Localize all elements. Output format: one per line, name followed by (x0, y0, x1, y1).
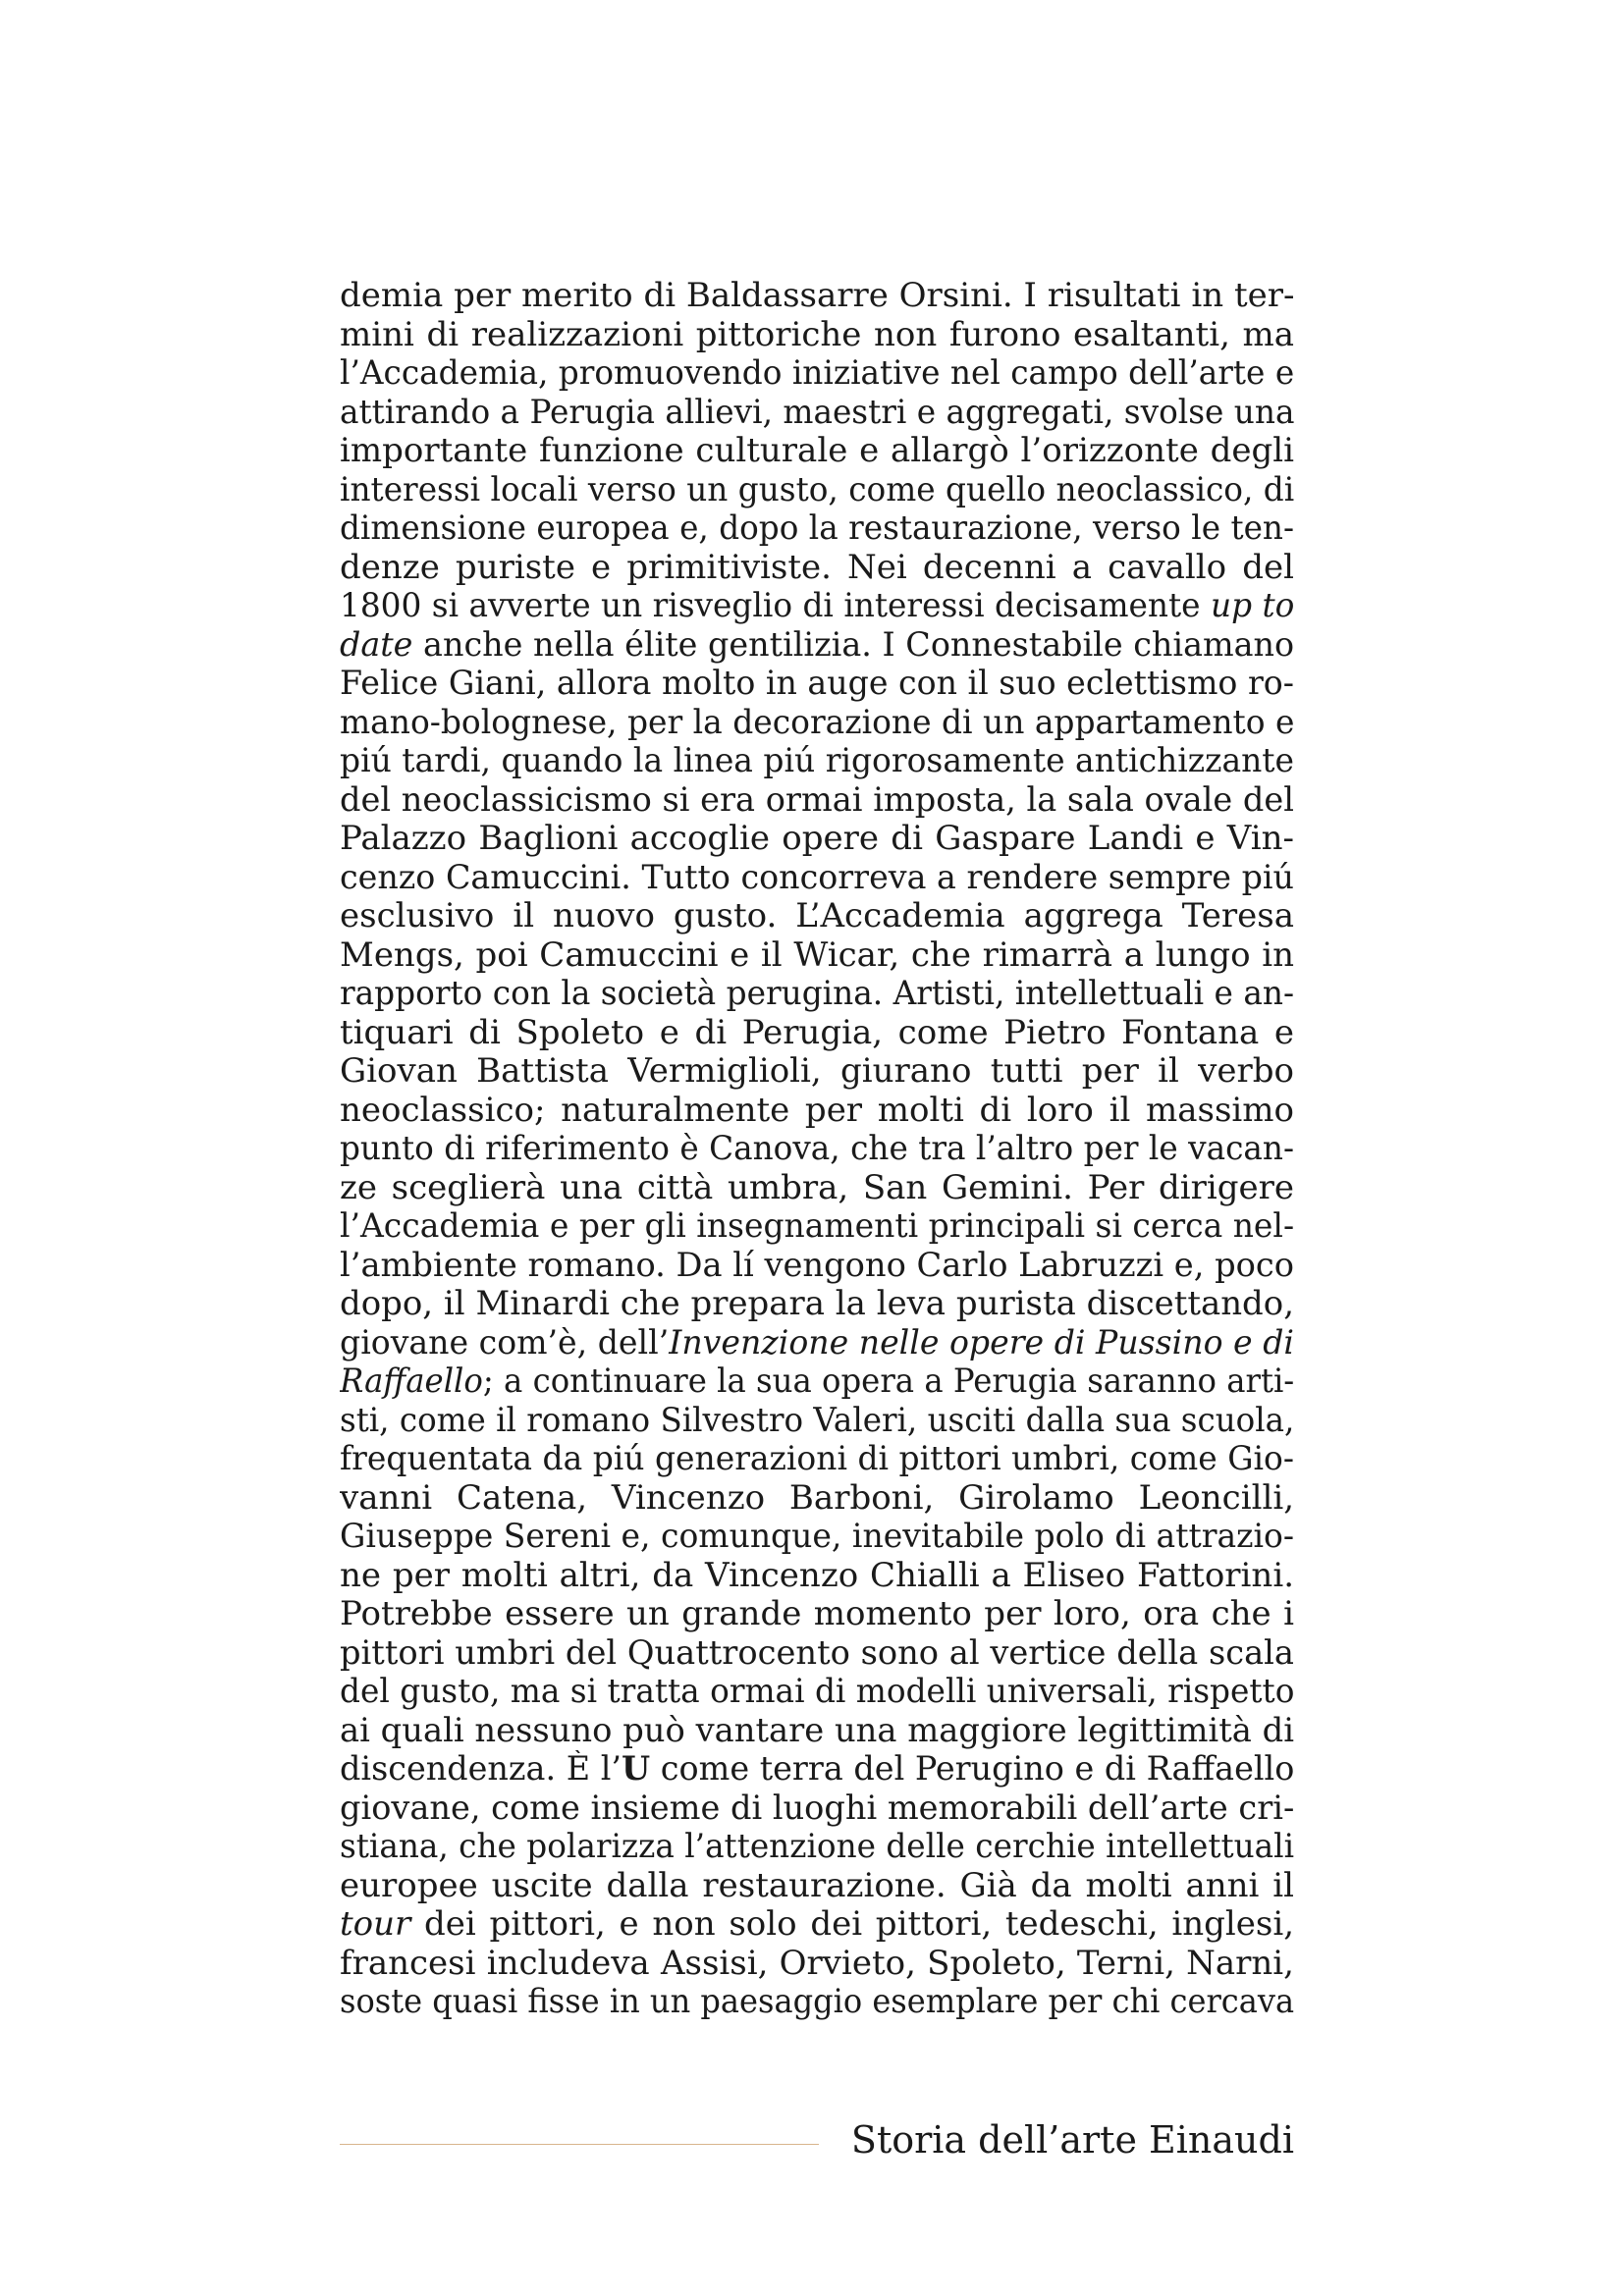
text-run: europee uscite dalla restaurazione. Già da molti anni il (340, 1866, 1294, 1905)
footer-title: Storia dell’arte Einaudi (850, 2118, 1294, 2162)
text-run: cenzo Camuccini. Tutto concorreva a rendere sempre piú (340, 858, 1294, 897)
italic-text: date (340, 625, 413, 665)
text-line (340, 1828, 1294, 1867)
text-line (340, 626, 1294, 666)
text-line (340, 1169, 1294, 1208)
text-line (340, 781, 1294, 821)
text-run: dei pittori, e non solo dei pittori, tedeschi, inglesi, (410, 1905, 1294, 1944)
text-line (340, 587, 1294, 626)
text-run: sti, come il romano Silvestro Valeri, usciti dalla sua scuola, (340, 1401, 1294, 1440)
text-line (340, 1905, 1294, 1945)
text-line (340, 1014, 1294, 1053)
text-line (340, 549, 1294, 588)
text-run: stiana, che polarizza l’attenzione delle cerchie intellettuali (340, 1828, 1294, 1866)
text-run: giovane com’è, dell’ (340, 1323, 670, 1362)
text-line (340, 1362, 1294, 1402)
text-run: anche nella élite gentilizia. I Connestabile chiamano (412, 625, 1294, 665)
text-line (340, 1479, 1294, 1519)
text-line (340, 1324, 1294, 1363)
text-run: ne per molti altri, da Vincenzo Chialli a Eliseo Fattorini. (340, 1556, 1294, 1595)
text-run: 1800 si avverte un risveglio di interessi decisamente (340, 587, 1211, 625)
text-run: neoclassico; naturalmente per molti di loro il massimo (340, 1091, 1294, 1130)
text-line (340, 665, 1294, 704)
text-run: piú tardi, quando la linea piú rigorosamente antichizzante (340, 742, 1294, 780)
text-line (340, 1867, 1294, 1906)
text-run: Palazzo Baglioni accoglie opere di Gaspare Landi e Vin- (340, 820, 1294, 858)
text-run: attirando a Perugia allievi, maestri e aggregati, svolse una (340, 393, 1294, 432)
text-run: demia per merito di Baldassarre Orsini. I risultati in ter- (340, 277, 1294, 315)
text-run: come terra del Perugino e di Raffaello (650, 1750, 1294, 1789)
text-line (340, 1130, 1294, 1169)
text-run: l’ambiente romano. Da lí vengono Carlo Labruzzi e, poco (340, 1246, 1294, 1285)
text-line (340, 1440, 1294, 1479)
text-line (340, 1402, 1294, 1441)
text-line (340, 1673, 1294, 1712)
text-line (340, 1750, 1294, 1789)
text-run: soste quasi fisse in un paesaggio esemplare per chi cercava (340, 1983, 1294, 2021)
text-line (340, 1052, 1294, 1092)
text-line (340, 897, 1294, 936)
text-run: vanni Catena, Vincenzo Barboni, Girolamo Leoncilli, (340, 1478, 1294, 1518)
text-run: esclusivo il nuovo gusto. L’Accademia aggrega Teresa (340, 897, 1294, 935)
text-line (340, 859, 1294, 898)
text-run: mini di realizzazioni pittoriche non furono esaltanti, ma (340, 315, 1294, 354)
text-run: Potrebbe essere un grande momento per loro, ora che i (340, 1595, 1294, 1633)
text-line (340, 394, 1294, 433)
text-run: del neoclassicismo si era ormai imposta, la sala ovale del (340, 780, 1294, 820)
text-line (340, 1712, 1294, 1751)
text-run: ze sceglierà una città umbra, San Gemini. Per dirigere (340, 1168, 1294, 1207)
text-line (340, 1092, 1294, 1131)
text-line (340, 509, 1294, 549)
text-line (340, 1207, 1294, 1247)
text-line (340, 471, 1294, 510)
text-run: interessi locali verso un gusto, come quello neoclassico, di (340, 470, 1294, 509)
italic-text: Raffaello (340, 1362, 483, 1401)
footer-rule (340, 2144, 819, 2145)
italic-text: Invenzione nelle opere di Pussino e di (669, 1323, 1294, 1362)
text-run: mano-bolognese, per la decorazione di un appartamento e (340, 703, 1294, 742)
text-line (340, 975, 1294, 1014)
text-run: discendenza. È l’ (340, 1750, 622, 1789)
text-line (340, 432, 1294, 471)
text-line (340, 1247, 1294, 1286)
text-run: l’Accademia e per gli insegnamenti principali si cerca nel- (340, 1207, 1294, 1246)
text-run: ; a continuare la sua opera a Perugia saranno arti- (482, 1362, 1294, 1401)
text-run: Mengs, poi Camuccini e il Wicar, che rimarrà a lungo in (340, 935, 1294, 975)
text-run: Giovan Battista Vermiglioli, giurano tutti per il verbo (340, 1052, 1294, 1091)
text-run: punto di riferimento è Canova, che tra l’altro per le vacan- (340, 1130, 1294, 1168)
text-run: giovane, come insieme di luoghi memorabili dell’arte cri- (340, 1789, 1294, 1828)
text-line (340, 1945, 1294, 1984)
text-line (340, 1983, 1294, 2022)
text-line (340, 277, 1294, 316)
text-line (340, 1634, 1294, 1674)
text-run: del gusto, ma si tratta ormai di modelli universali, rispetto (340, 1673, 1294, 1711)
text-line (340, 820, 1294, 859)
text-line (340, 1557, 1294, 1596)
text-run: l’Accademia, promuovendo iniziative nel campo dell’arte e (340, 354, 1294, 393)
text-run: denze puriste e primitiviste. Nei decenni a cavallo del (340, 548, 1294, 587)
text-line (340, 354, 1294, 394)
text-run: francesi includeva Assisi, Orvieto, Spoleto, Terni, Narni, (340, 1944, 1294, 1983)
text-line (340, 742, 1294, 781)
text-run: dopo, il Minardi che prepara la leva purista discettando, (340, 1285, 1294, 1323)
bold-text: U (622, 1750, 651, 1789)
text-line (340, 1789, 1294, 1829)
text-run: frequentata da piú generazioni di pittori umbri, come Gio- (340, 1440, 1294, 1478)
text-line (340, 936, 1294, 976)
italic-text: tour (340, 1905, 411, 1944)
italic-text: up to (1210, 587, 1294, 625)
text-run: dimensione europea e, dopo la restaurazione, verso le ten- (340, 509, 1294, 548)
text-run: importante funzione culturale e allargò l’orizzonte degli (340, 432, 1294, 470)
text-line (340, 704, 1294, 743)
text-run: pittori umbri del Quattrocento sono al vertice della scala (340, 1633, 1294, 1673)
text-line (340, 1518, 1294, 1557)
text-run: rapporto con la società perugina. Artisti, intellettuali e an- (340, 975, 1294, 1013)
text-line (340, 1285, 1294, 1324)
text-run: ai quali nessuno può vantare una maggiore legittimità di (340, 1711, 1294, 1750)
text-line (340, 316, 1294, 355)
text-line (340, 1595, 1294, 1634)
body-text (340, 277, 1294, 2022)
text-run: Giuseppe Sereni e, comunque, inevitabile polo di attrazio- (340, 1518, 1294, 1556)
text-run: tiquari di Spoleto e di Perugia, come Pietro Fontana e (340, 1013, 1294, 1052)
text-run: Felice Giani, allora molto in auge con il suo eclettismo ro- (340, 665, 1294, 703)
